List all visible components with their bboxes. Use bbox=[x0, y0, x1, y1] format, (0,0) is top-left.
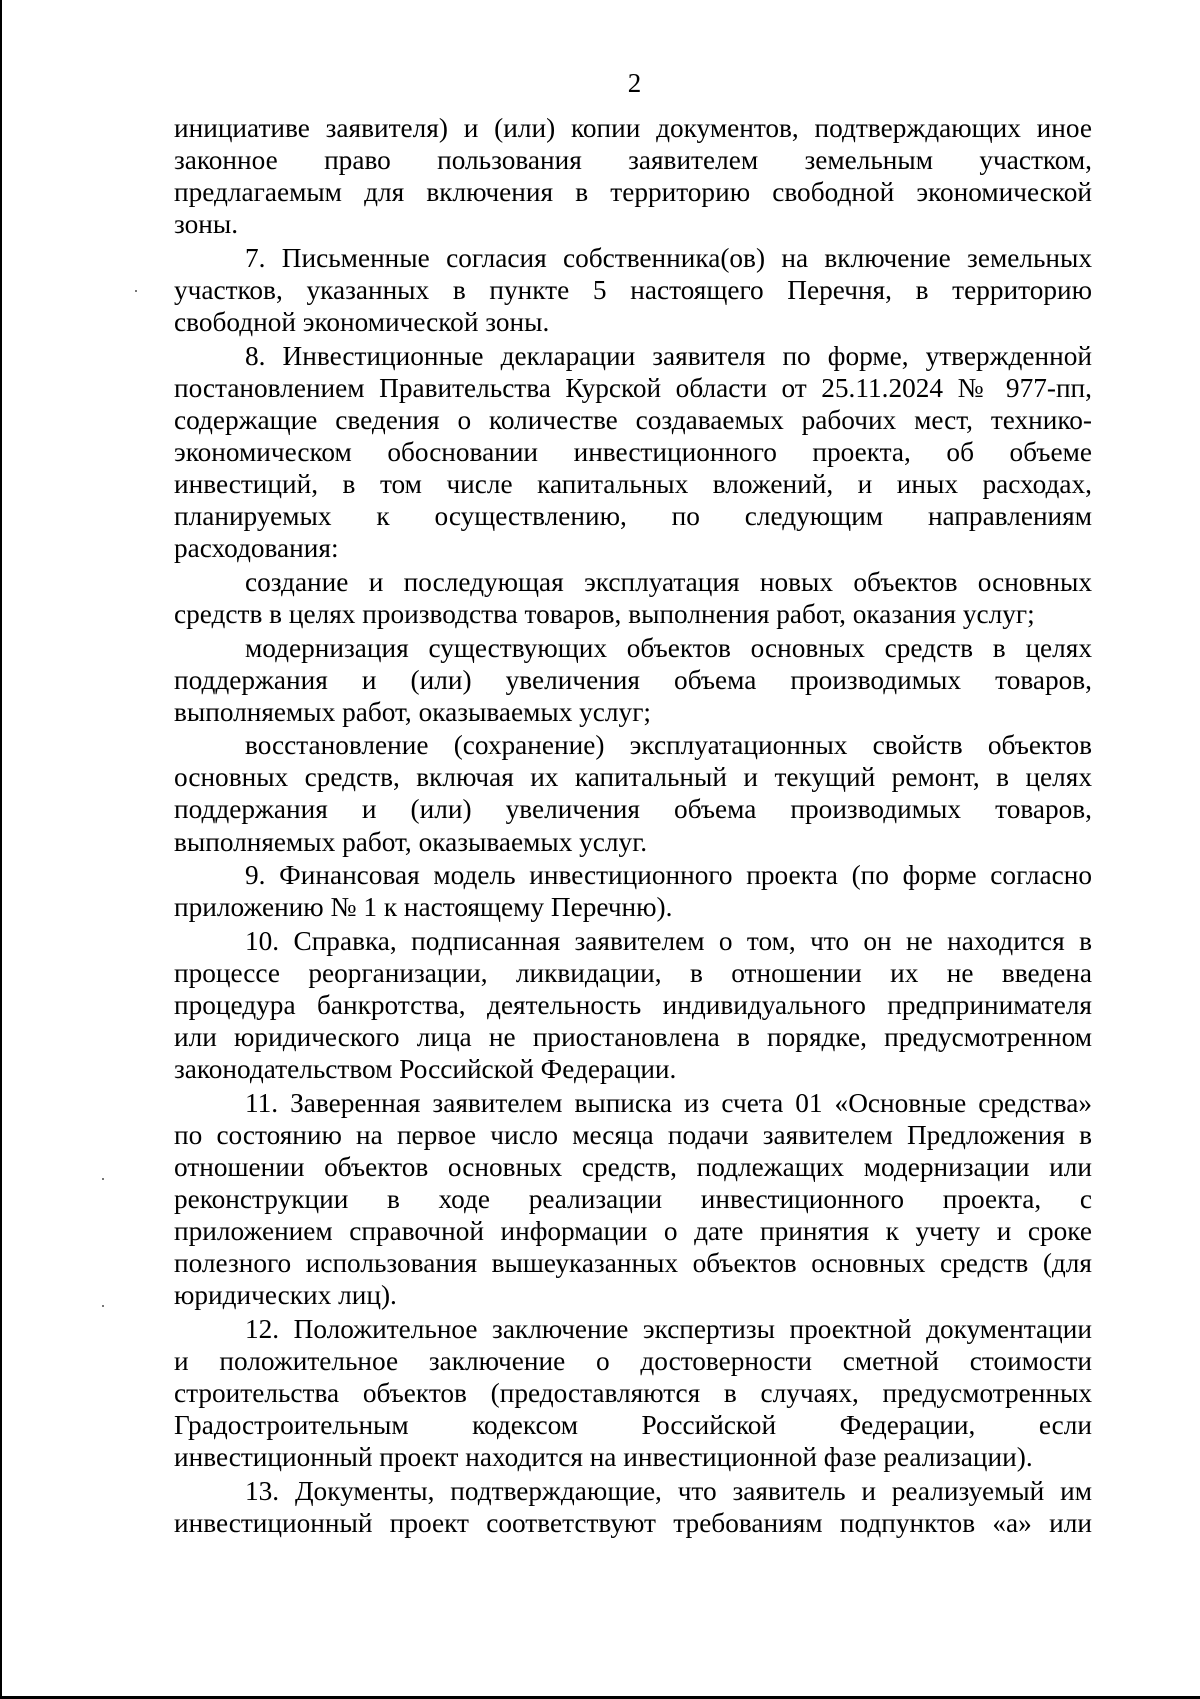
text-line: 13. Документы, подтверждающие, что заявитель и реализуемый им bbox=[245, 1475, 1092, 1506]
text-line: законодательством Российской Федерации. bbox=[174, 1054, 677, 1085]
text-line: постановлением Правительства Курской области от 25.11.2024 № 977-пп, bbox=[174, 372, 1092, 403]
text-line: процедура банкротства, деятельность индивидуального предпринимателя bbox=[174, 990, 1092, 1021]
text-line: 7. Письменные согласия собственника(ов) на включение земельных bbox=[245, 242, 1092, 273]
text-line: средств в целях производства товаров, выполнения работ, оказания услуг; bbox=[174, 598, 1035, 629]
text-line: по состоянию на первое число месяца подачи заявителем Предложения в bbox=[174, 1119, 1092, 1150]
text-line: процессе реорганизации, ликвидации, в отношении их не введена bbox=[174, 957, 1092, 988]
text-line: основных средств, включая их капитальный и текущий ремонт, в целях bbox=[174, 762, 1092, 793]
text-line: инициативе заявителя) и (или) копии документов, подтверждающих иное bbox=[174, 113, 1092, 143]
text-line: создание и последующая эксплуатация новых объектов основных bbox=[245, 566, 1092, 597]
paragraph bbox=[174, 1087, 1092, 1312]
paragraph bbox=[174, 925, 1092, 1085]
paragraph bbox=[174, 1475, 1092, 1539]
text-line: зоны. bbox=[174, 209, 239, 240]
text-line: выполняемых работ, оказываемых услуг; bbox=[174, 696, 651, 727]
text-line: модернизация существующих объектов основных средств в целях bbox=[245, 632, 1092, 663]
text-line: и положительное заключение о достоверности сметной стоимости bbox=[174, 1346, 1092, 1377]
page-number: 2 bbox=[627, 68, 642, 98]
scan-speck bbox=[135, 290, 137, 292]
text-line: 11. Заверенная заявителем выписка из счета 01 «Основные средства» bbox=[245, 1087, 1092, 1118]
text-line: Градостроительным кодексом Российской Федерации, если bbox=[174, 1410, 1092, 1441]
paragraph bbox=[174, 859, 1092, 923]
text-line: инвестиций, в том числе капитальных вложений, и иных расходах, bbox=[174, 469, 1092, 500]
text-line: 8. Инвестиционные декларации заявителя по форме, утвержденной bbox=[245, 340, 1092, 371]
text-line: реконструкции в ходе реализации инвестиционного проекта, с bbox=[174, 1184, 1092, 1215]
text-line: расходования: bbox=[174, 533, 339, 564]
scan-speck bbox=[102, 1305, 104, 1307]
document-body bbox=[174, 112, 1092, 1541]
text-line: 12. Положительное заключение экспертизы проектной документации bbox=[245, 1313, 1092, 1344]
text-line: экономическом обосновании инвестиционного проекта, об объеме bbox=[174, 436, 1092, 467]
paragraph bbox=[174, 566, 1092, 630]
text-line: инвестиционный проект соответствуют требованиям подпунктов «а» или bbox=[174, 1508, 1092, 1539]
text-line: свободной экономической зоны. bbox=[174, 307, 550, 338]
text-line: приложением справочной информации о дате принятия к учету и сроке bbox=[174, 1216, 1092, 1247]
scan-speck bbox=[102, 1178, 104, 1180]
text-line: выполняемых работ, оказываемых услуг. bbox=[174, 826, 648, 857]
paragraph bbox=[174, 1313, 1092, 1473]
paragraph bbox=[174, 632, 1092, 728]
text-line: планируемых к осуществлению, по следующим направлениям bbox=[174, 501, 1092, 532]
text-line: законное право пользования заявителем земельным участком, bbox=[174, 145, 1092, 176]
text-line: поддержания и (или) увеличения объема производимых товаров, bbox=[174, 794, 1092, 825]
text-line: полезного использования вышеуказанных объектов основных средств (для bbox=[174, 1248, 1092, 1279]
text-line: 10. Справка, подписанная заявителем о том, что он не находится в bbox=[245, 925, 1092, 956]
text-line: приложению № 1 к настоящему Перечню). bbox=[174, 892, 673, 923]
text-line: содержащие сведения о количестве создаваемых рабочих мест, технико- bbox=[174, 404, 1092, 435]
paragraph bbox=[174, 729, 1092, 857]
text-line: инвестиционный проект находится на инвестиционной фазе реализации). bbox=[174, 1442, 1033, 1473]
text-line: строительства объектов (предоставляются в случаях, предусмотренных bbox=[174, 1378, 1092, 1409]
text-line: участков, указанных в пункте 5 настоящего Перечня, в территорию bbox=[174, 274, 1092, 305]
paragraph bbox=[174, 112, 1092, 240]
text-line: предлагаемым для включения в территорию свободной экономической bbox=[174, 177, 1092, 208]
paragraph bbox=[174, 340, 1092, 565]
text-line: 9. Финансовая модель инвестиционного проекта (по форме согласно bbox=[245, 860, 1092, 891]
paragraph bbox=[174, 242, 1092, 338]
text-line: поддержания и (или) увеличения объема производимых товаров, bbox=[174, 664, 1092, 695]
text-line: отношении объектов основных средств, подлежащих модернизации или bbox=[174, 1152, 1092, 1182]
text-line: или юридического лица не приостановлена в порядке, предусмотренном bbox=[174, 1022, 1092, 1053]
text-line: восстановление (сохранение) эксплуатационных свойств объектов bbox=[245, 730, 1092, 761]
text-line: юридических лиц). bbox=[174, 1280, 397, 1311]
